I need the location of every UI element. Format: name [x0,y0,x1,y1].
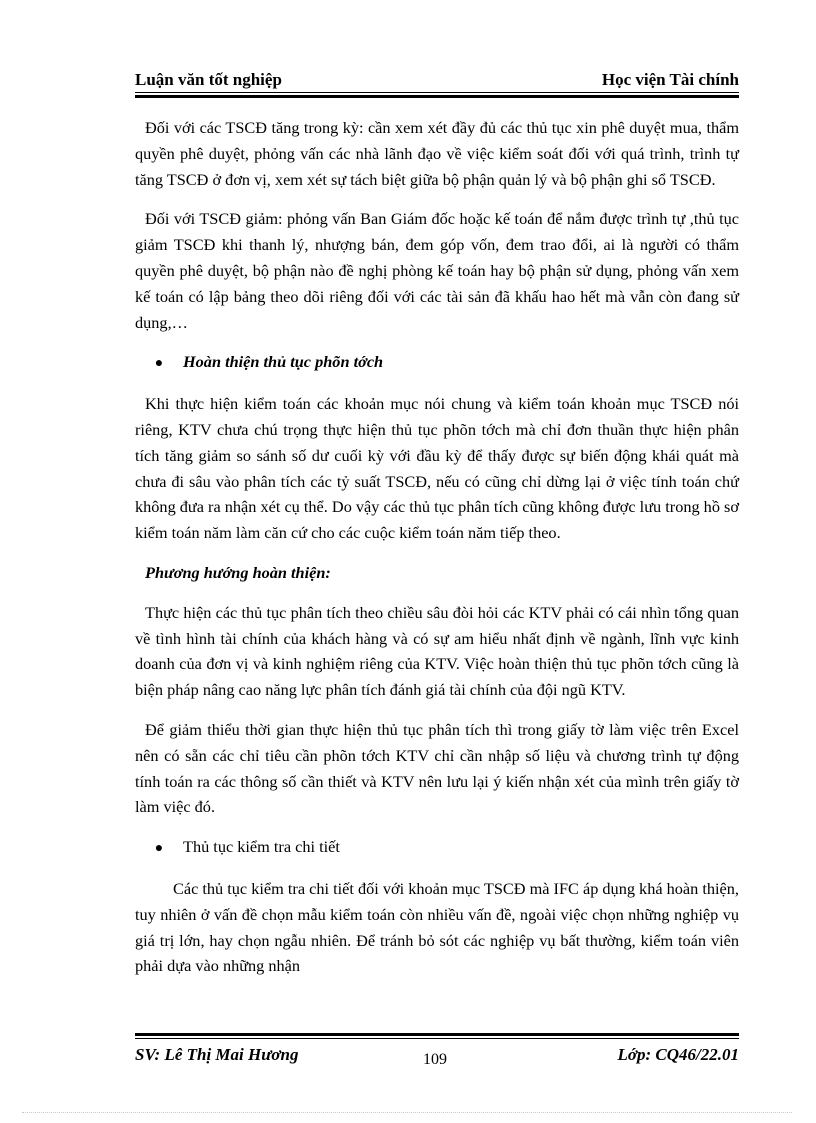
footer-rule-thin [135,1038,739,1039]
bullet-detail-label: Thủ tục kiểm tra chi tiết [183,837,340,857]
header-institution: Học viện Tài chính [601,70,739,89]
paragraph-tscd-increase: Đối với các TSCĐ tăng trong kỳ: cần xem xét đầy đủ các thủ tục xin phê duyệt mua, thẩm quyền phê duyệt, phỏng vấn các nhà lãnh đạo về việc kiểm soát đối với quá trình, trình tự tăng TSCĐ ở đơn vị, xem xét sự tách biệt giữa bộ phận quản lý và bộ phận ghi sổ TSCĐ. [135,118,739,189]
page-number: 109 [423,1051,447,1068]
bullet-analytical-procedures [135,349,739,377]
paragraph-analytical-current: Khi thực hiện kiểm toán các khoản mục nói chung và kiểm toán khoản mục TSCĐ nói riêng, KTV chưa chú trọng thực hiện thủ tục phõn tớch mà chỉ đơn thuần thực hiện phân tích tăng giảm so sánh số dư cuối kỳ với đầu kỳ để thấy được sự biến động khái quát mà chưa đi sâu vào phân tích các tỷ suất TSCĐ, nếu có cũng chỉ dừng lại ở việc tính toán chứ không đưa ra nhận xét cụ thể. Do vậy các thủ tục phân tích cũng không được lưu trong hồ sơ kiểm toán năm làm căn cứ cho các cuộc kiểm toán năm tiếp theo. [135,394,739,543]
header-thesis-title: Luận văn tốt nghiệp [135,70,282,89]
subheading-improvement-direction: Phương hướng hoàn thiện: [145,562,331,582]
footer-class-code: Lớp: CQ46/22.01 [617,1045,739,1064]
footer-rule-thick [135,1033,739,1036]
paragraph-improvement-direction: Thực hiện các thủ tục phân tích theo chiều sâu đòi hỏi các KTV phải có cái nhìn tổng quan về tình hình tài chính của khách hàng và có sự am hiểu nhất định về ngành, lĩnh vực kinh doanh của đơn vị và kinh nghiệm riêng của KTV. Việc hoàn thiện thủ tục phõn tớch cũng là biện pháp nâng cao năng lực phân tích đánh giá tài chính của đội ngũ KTV. [135,602,739,700]
page-edge-dotted-line [22,1112,792,1113]
page-footer [135,1045,739,1069]
paragraph-excel-template: Để giảm thiểu thời gian thực hiện thủ tục phân tích thì trong giấy tờ làm việc trên Excel nên có sẵn các chỉ tiêu cần phõn tớch KTV chỉ cần nhập số liệu và chương trình tự động tính toán ra các thông số cần thiết và KTV nên lưu lại ý kiến nhận xét của mình trên giấy tờ làm việc đó. [135,719,739,817]
page-body [135,115,739,979]
header-rule-thin [135,92,739,93]
bullet-analytical-label: Hoàn thiện thủ tục phõn tớch [183,352,384,372]
bullet-dot-icon: ● [154,841,164,857]
footer-student-name: SV: Lê Thị Mai Hương [135,1045,299,1064]
paragraph-detail-tests: Các thủ tục kiểm tra chi tiết đối với khoản mục TSCĐ mà IFC áp dụng khá hoàn thiện, tuy nhiên ở vấn đề chọn mẫu kiểm toán còn nhiều vấn đề, ngoài việc chọn những nghiệp vụ giá trị lớn, hay chọn ngẫu nhiên. Để tránh bỏ sót các nghiệp vụ bất thường, kiểm toán viên phải dựa vào những nhận [135,878,739,976]
page-header [135,70,739,92]
paragraph-tscd-decrease: Đối với TSCĐ giảm: phỏng vấn Ban Giám đốc hoặc kế toán để nắm được trình tự ,thủ tục giảm TSCĐ khi thanh lý, nhượng bán, đem góp vốn, đem trao đổi, ai là người có thẩm quyền phê duyệt, bộ phận nào đề nghị phòng kế toán hay bộ phận sử dụng, phỏng vấn xem kế toán có lập bảng theo dõi riêng đối với các tài sản đã khấu hao hết mà vẫn còn đang sử dụng,… [135,209,739,332]
bullet-detail-tests [135,834,739,862]
header-rule-thick [135,95,739,98]
bullet-dot-icon: ● [154,356,164,372]
